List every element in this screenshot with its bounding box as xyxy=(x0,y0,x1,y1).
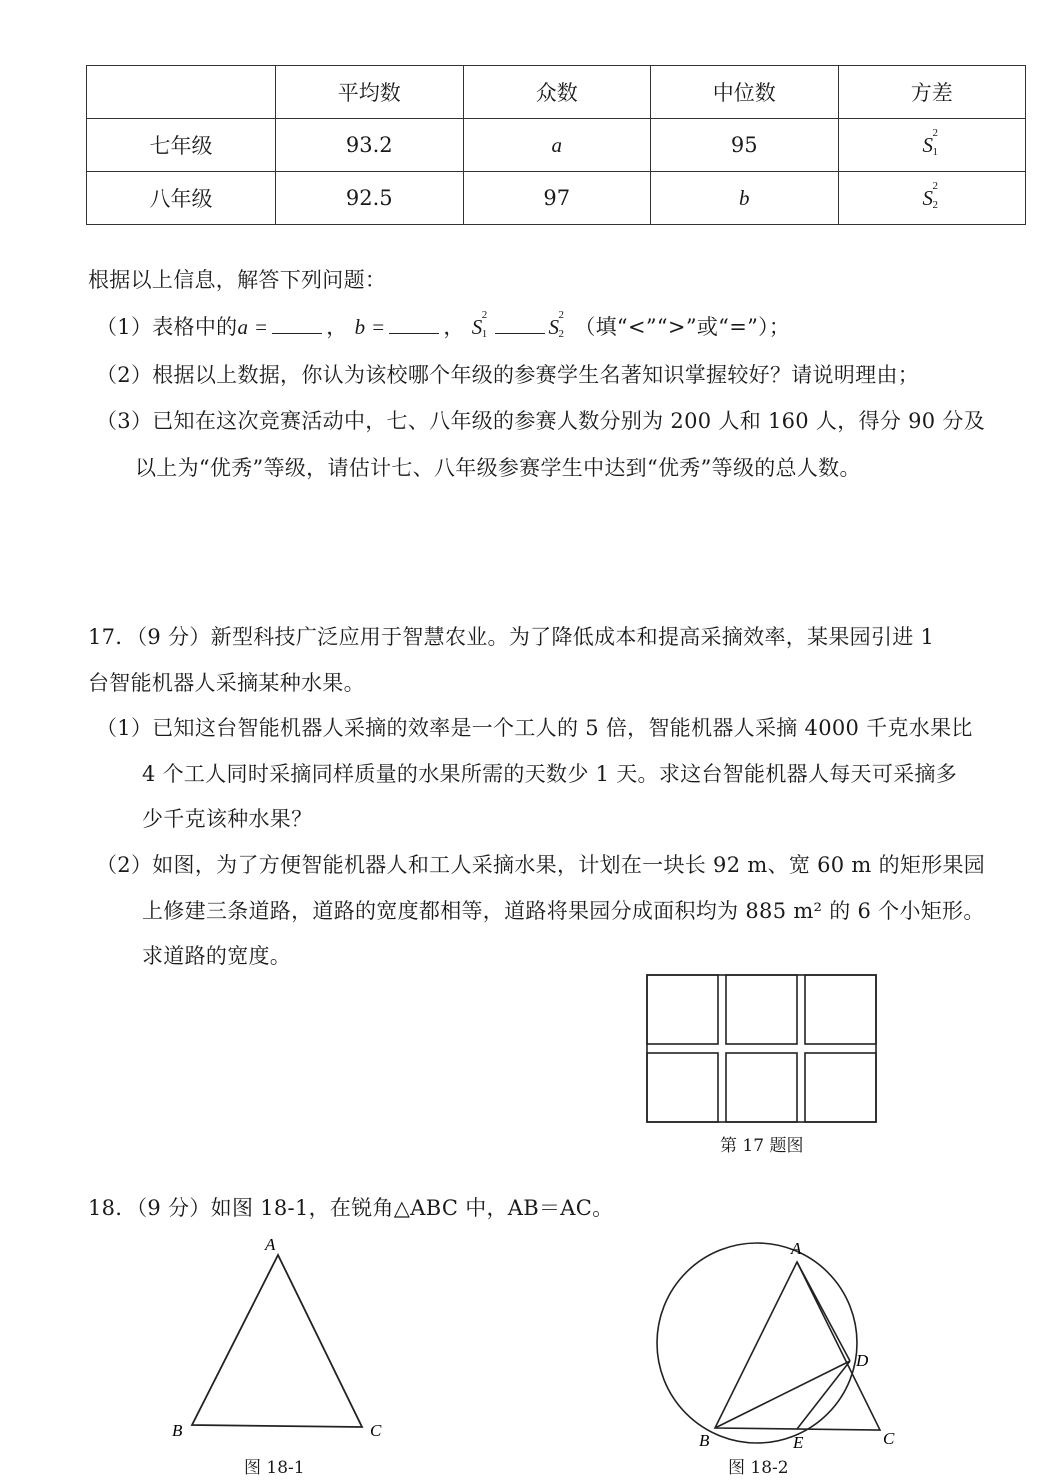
label-e: E xyxy=(793,1433,804,1452)
table-header-mean: 平均数 xyxy=(276,66,464,119)
label-c: C xyxy=(883,1429,895,1448)
mode-cell: a xyxy=(463,119,651,172)
q16-part3-line1: （3）已知在这次竞赛活动中，七、八年级的参赛人数分别为 200 人和 160 人，得分 90 分及 xyxy=(96,409,985,433)
q18-stem: 18．（9 分）如图 18-1，在锐角△ABC 中，AB＝AC。 xyxy=(88,1196,614,1220)
table-header-empty xyxy=(87,66,276,119)
plot-rectangle xyxy=(647,1053,718,1122)
segment-bd xyxy=(715,1361,850,1428)
answer-blank-a[interactable] xyxy=(272,315,322,334)
q16-intro: 根据以上信息，解答下列问题： xyxy=(88,268,387,292)
answer-blank-b[interactable] xyxy=(389,315,439,334)
label-c: C xyxy=(370,1421,382,1440)
fig18-2-caption: 图 18-2 xyxy=(728,1458,789,1478)
q16-part3-line2: 以上为“优秀”等级，请估计七、八年级参赛学生中达到“优秀”等级的总人数。 xyxy=(135,456,861,480)
table-header-variance: 方差 xyxy=(838,66,1026,119)
table-row xyxy=(87,119,1026,172)
triangle-figure-18-1 xyxy=(160,1230,400,1450)
mode-cell: 97 xyxy=(463,172,651,225)
circle-figure-18-2 xyxy=(645,1232,905,1452)
label-a: A xyxy=(791,1239,802,1258)
label-b: B xyxy=(699,1431,710,1450)
median-cell: b xyxy=(651,172,839,225)
table-header-median: 中位数 xyxy=(651,66,839,119)
variance-symbol: S 2 1 xyxy=(922,126,938,158)
segment-ad xyxy=(797,1262,850,1361)
variance-cell xyxy=(838,172,1026,225)
q17-stem-line2: 台智能机器人采摘某种水果。 xyxy=(88,671,365,695)
q17-part2-line3: 求道路的宽度。 xyxy=(142,944,292,968)
fig18-1-caption: 图 18-1 xyxy=(244,1458,305,1478)
q17-part2-line2: 上修建三条道路，道路的宽度都相等，道路将果园分成面积均为 885 m² 的 6 个小矩形。 xyxy=(142,899,985,923)
variance-symbol: S 2 2 xyxy=(922,179,938,211)
plot-rectangle xyxy=(726,975,797,1044)
label-a: A xyxy=(265,1235,276,1254)
orchard-boundary xyxy=(647,975,876,1122)
plot-rectangle xyxy=(647,975,718,1044)
table-header-mode: 众数 xyxy=(463,66,651,119)
triangle-abc xyxy=(715,1262,880,1430)
label-d: D xyxy=(856,1351,869,1370)
q17-part1-line3: 少千克该种水果？ xyxy=(142,807,313,831)
q17-stem-line1: 17．（9 分）新型科技广泛应用于智慧农业。为了降低成本和提高采摘效率，某果园引进 1 xyxy=(88,625,935,649)
fig17-caption: 第 17 题图 xyxy=(720,1136,804,1156)
q17-part1-line1: （1）已知这台智能机器人采摘的效率是一个工人的 5 倍，智能机器人采摘 4000 千克水果比 xyxy=(96,716,973,740)
plot-rectangle xyxy=(805,975,876,1044)
table-row xyxy=(87,172,1026,225)
label-b: B xyxy=(172,1421,183,1440)
q16-part1: （1）表格中的a = ， b = ， S 2 1 S 2 2 （填“<”“>”或“=”）； xyxy=(96,309,791,340)
q17-part1-line2: 4 个工人同时采摘同样质量的水果所需的天数少 1 天。求这台智能机器人每天可采摘多 xyxy=(142,762,958,786)
stats-table xyxy=(86,65,1026,225)
mean-cell: 93.2 xyxy=(276,119,464,172)
row-label: 八年级 xyxy=(87,172,276,225)
variance-cell xyxy=(838,119,1026,172)
orchard-figure xyxy=(645,973,879,1125)
mean-cell: 92.5 xyxy=(276,172,464,225)
table-header-row xyxy=(87,66,1026,119)
triangle-abc xyxy=(192,1255,362,1427)
q16-part2: （2）根据以上数据，你认为该校哪个年级的参赛学生名著知识掌握较好？请说明理由； xyxy=(96,363,920,387)
plot-rectangle xyxy=(726,1053,797,1122)
median-cell: 95 xyxy=(651,119,839,172)
row-label: 七年级 xyxy=(87,119,276,172)
answer-blank-compare[interactable] xyxy=(495,315,545,334)
plot-rectangle xyxy=(805,1053,876,1122)
q17-part2-line1: （2）如图，为了方便智能机器人和工人采摘水果，计划在一块长 92 m、宽 60 m 的矩形果园 xyxy=(96,853,986,877)
